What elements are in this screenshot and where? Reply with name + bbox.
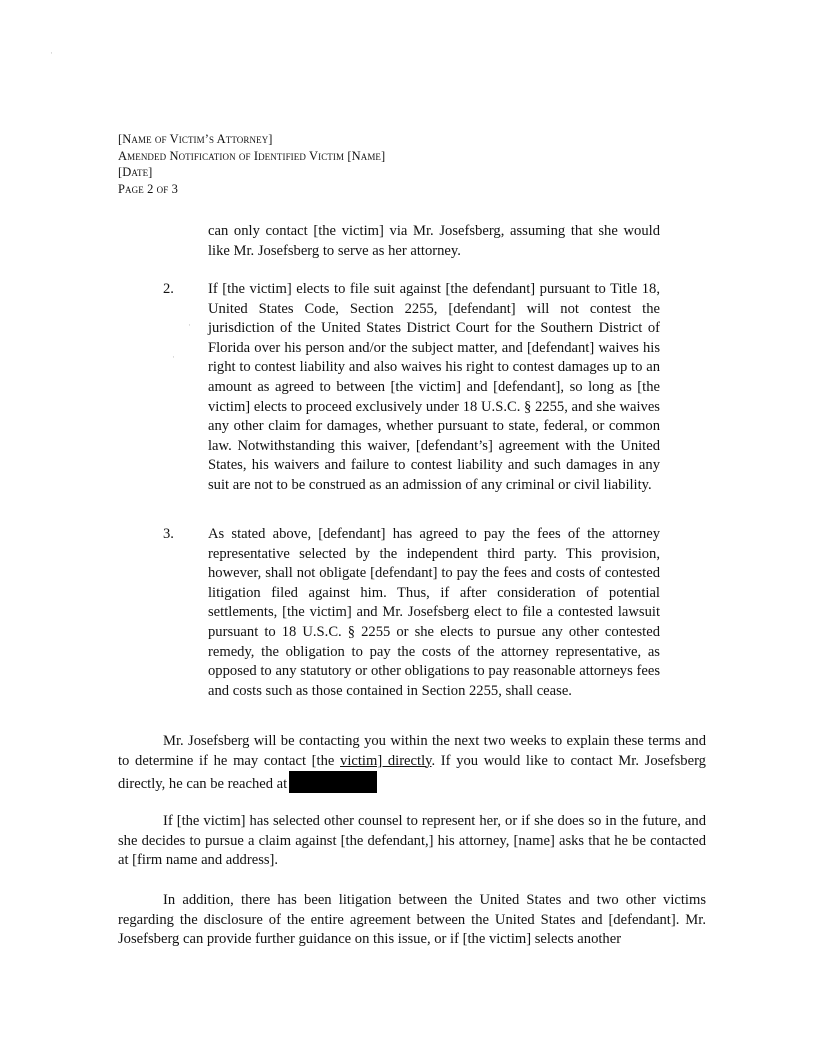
header-attorney-name: [Name of Victim’s Attorney] bbox=[118, 132, 273, 146]
scan-speck: · bbox=[50, 48, 53, 58]
list-item-number: 2. bbox=[163, 281, 174, 297]
continuation-paragraph: can only contact [the victim] via Mr. Josefsberg, assuming that she would like Mr. Josefsberg to serve as her attorney. bbox=[208, 223, 660, 259]
scan-speck: · bbox=[172, 352, 175, 362]
other-counsel-text: If [the victim] has selected other counsel to represent her, or if she does so in the future, and she decides to pursue a claim against [the defendant,] his attorney, [name] asks that he be contacted at [firm name and address]. bbox=[118, 813, 706, 869]
list-item-number: 3. bbox=[163, 526, 174, 542]
litigation-text: In addition, there has been litigation between the United States and two other victims regarding the disclosure of the entire agreement between the United States and [defendant]. Mr. Josefsberg can provide further guidance on this issue, or if [the victim] selects another bbox=[118, 892, 706, 948]
contact-underlined-text: victim] directly bbox=[340, 752, 432, 769]
other-counsel-paragraph bbox=[118, 812, 706, 871]
header-page-number: Page 2 of 3 bbox=[118, 181, 178, 196]
list-item-text: If [the victim] elects to file suit against [the defendant] pursuant to Title 18, United States Code, Section 2255, [defendant] will not contest the jurisdiction of the United States District Court for the Southern District of Florida over his person and/or the subject matter, and [defendant] waives his right to contest liability and also waives his right to contest damages up to an amount as agreed to between [the victim] and [defendant], so long as [the victim] elects to proceed exclusively under 18 U.S.C. § 2255, and she waives any other claim for damages, whether pursuant to state, federal, or common law. Notwithstanding this waiver, [defendant’s] agreement with the United States, his waivers and failure to contest liability and such damages in any suit are not to be construed as an admission of any criminal or civil liability. bbox=[208, 281, 660, 493]
contact-paragraph bbox=[118, 732, 706, 795]
scan-speck: · bbox=[188, 320, 191, 330]
header-subject: Amended Notification of Identified Victim [Name] bbox=[118, 148, 386, 163]
contact-text-end: . If you would like to contact Mr. Josefsberg directly, he can be reached at bbox=[118, 752, 706, 793]
list-item-text: As stated above, [defendant] has agreed to pay the fees of the attorney representative selected by the independent third party. This provision, however, shall not obligate [defendant] to pay the fees and costs of contested litigation filed against him. Thus, if after consideration of potential settlements, [the victim] and Mr. Josefsberg elect to file a contested lawsuit pursuant to 18 U.S.C. § 2255 or she elects to pursue any other contested remedy, the obligation to pay the costs of the attorney representative, as opposed to any statutory or other obligations to pay reasonable attorneys fees and costs such as those contained in Section 2255, shall cease. bbox=[208, 526, 660, 699]
header-date: [Date] bbox=[118, 165, 153, 179]
litigation-paragraph bbox=[118, 891, 706, 950]
contact-text: Mr. Josefsberg will be contacting you within the next two weeks to explain these terms and to determine if he may contact [the bbox=[118, 733, 706, 769]
redaction-box bbox=[289, 771, 377, 793]
letter-header bbox=[118, 131, 385, 197]
